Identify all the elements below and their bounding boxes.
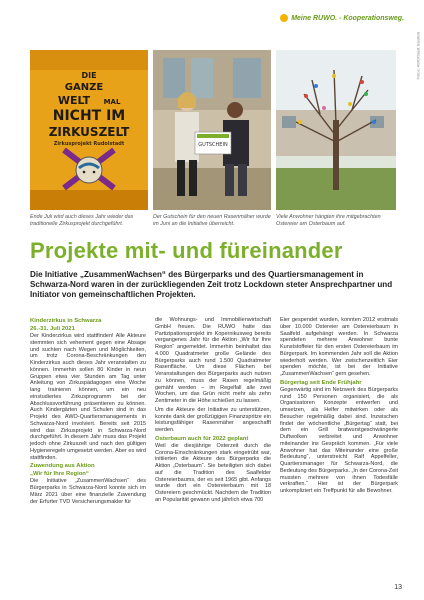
poster-line-5: NICHT IM [52,108,126,124]
poster-line-2: GANZE [64,82,104,93]
caption-circus: Ende Juli wird auch dieses Jahr wieder das traditionelle Zirkusprojekt durchgeführt. [30,214,134,227]
circus-poster-graphic [30,50,148,210]
article-headline: Projekte mit- und füreinander [30,238,343,263]
poster-line-4: MAL [103,98,121,106]
circus-poster-photo [30,50,148,210]
column-3 [280,317,398,497]
paragraph-citizens-day: Gegenwärtig sind im Netzwerk des Bürgerparks rund 150 Personen organisiert, die als Organisatoren Konzepte entwerfen und umsetzen, als Helfer mitwirken oder als Besucher regelmäßig dabei sind. Inzwischen findet der wöchentliche „Bürgertag“ statt, bei dem ein Grill bratwurstgeschwängerte Duftwolken verbreitet und Anwohner miteinander ins Gespräch kommen. „Für viele Anwohner hat das Miteinander eine große Bedeutung“, unterstreicht Ralf Appelfeller, Quartiersmanager für Schwarza-Nord, die Bedeutung des Bürgerparks. „In der Corona-Zeit mussten mehrere von ihnen Todesfälle verkraften.“ Hier ist der Bürgerpark unkompliziert ein Treffpunkt für alle Bewohner. [280,386,399,494]
page-header [0,0,424,30]
voucher-photo-graphic [153,50,271,210]
article-intro: Die Initiative „ZusammenWachsen“ des Bürgerparks und des Quartiersmanagement in Schwarza-Nord waren in der zurückliegenden Zeit trotz Lockdown steter Ansprechpartner und Initiator von gemeinschaftlichen Projekten. [30,270,393,299]
paragraph-circus: Der Kinderzirkus wird stattfinden! Alle Akteure stemmten sich vehement gegen eine Absage und suchten nach Wegen und Möglichkeiten, um trotz Corona-Beschränkungen den Kinderzirkus auch dieses Jahr veranstalten zu können. Immerhin sollen 80 Kinder in neun Gruppen etwa vier Stunden am Tag unter Anleitung von Zirkuspädagogen eine Woche lang trainieren können, um ein neu einstudiertes Zirkusprogramm bei der Abschlussvorführung präsentieren zu können. Auch Kindergärten und Schulen sind in das Projekt des AWO-Quartiersmanagements in Schwarza-Nord involviert. Bereits seit 2015 wird das Zirkusprojekt in Schwarza-Nord durchgeführt. In diesem Jahr muss das Projekt jedoch ohne Zirkuszelt und nach den gültigen Hygieneregeln umgesetzt werden. Aber es wird stattfinden. [30,333,146,461]
column-1 [30,317,146,507]
article-body [30,317,400,587]
paragraph-easter-tree-cont: Eier gespendet wurden, konnten 2012 erstmals über 10.000 Ostereier am Ostereierbaum in Saalfeld aufgehängt werden. In Schwarza spendeten mehrere Anwohner bunte Kunststoffeier für den ersten Ostereierbaum im Bürgerpark. Im kommenden Jahr soll die Aktion wiederholt werden. Wer zwischenzeitlich Eier spenden möchte, ist bei der Initiative „ZusammenWachsen“ gern gesehen. [280,317,398,377]
page-number: 13 [394,584,402,591]
column-2 [155,317,271,506]
section-badge [280,14,404,22]
voucher-handover-photo [153,50,271,210]
subheading-easter-tree: Osterbaum auch für 2022 geplant [155,435,249,442]
subheading-circus-date: 26.-31. Juli 2021 [30,326,75,332]
caption-voucher: Der Gutschein für den neuen Rasenmäher wurde im Juni an die Initiative überreicht. [153,214,271,227]
subheading-circus: Kinderzirkus in Schwarza [30,318,102,324]
voucher-text: GUTSCHEIN [198,142,228,148]
subheading-funding: Zuwendung aus Aktion [30,463,95,470]
caption-easter-tree: Viele Anwohner hängten ihre mitgebrachten Ostereier am Osterbaum auf. [276,214,381,227]
paragraph-mower: die Wohnungs- und Immobilienwirtschaft GmbH freuen. Die RUWO hatte das Partizipationsprojekt im Kopernikusweg bereits vergangenes Jahr für die Aktion „Wir für Ihre Region“ angemeldet. Immerhin beinhaltet das 4.000 Quadratmeter große Gelände des Bürgerparks auch rund 1.500 Quadratmeter Rasenfläche. Um diese Flächen bei Veranstaltungen des Bürgerparks auch nutzen zu können, muss der Rasen regelmäßig gemäht werden – im Regelfall alle zwei Wochen, um das Grün nicht mehr als zehn Zentimeter in die Höhe schießen zu lassen. [155,317,271,404]
brand-dot-icon [280,14,288,22]
poster-line-1: DIE [81,71,97,80]
subheading-citizens-day: Bürgertag seit Ende Frühjahr [280,379,362,386]
poster-subtitle: Zirkusprojekt Rudolstadt [53,141,125,147]
paragraph-easter-tree: Weil die diesjährige Osterzeit durch die Corona-Einschränkungen stark eingetrübt war, initiierten die Akteure des Bürgerparks die Aktion „Osterbaum“. Sie beteiligten sich dabei auf die Tradition des Saalfelder Ostereierbaums, der es seit 1965 gibt. Anfangs wurde dort ein Ostereierbaum mit 18 Ostereiern geschmückt. Nachdem die Tradition an Popularität gewann und jährlich etwa 700 [155,442,271,503]
photo-credit: Fotos: AWO/Stadt Saalfeld [415,32,420,80]
paragraph-mower-2: Um die Akteure der Initiative zu unterstützen, konnte dank der großzügigen Finanzspritze ein leistungsfähiger Rasenmäher angeschafft werden. [155,406,271,433]
section-badge-label: Meine RUWO. - Kooperationsweg. [291,14,404,22]
paragraph-funding: Die Initiative „ZusammenWachsen“ des Bürgerparks in Schwarza-Nord konnte sich im März 2021 über eine finanzielle Zuwendung der Erfurter TVD Versicherungsmakler für [30,478,146,505]
easter-tree-photo [276,50,396,210]
easter-tree-graphic [276,50,396,210]
poster-line-6: ZIRKUSZELT [48,125,130,139]
subheading-funding-2: „Wir für Ihre Region“ [30,471,89,478]
poster-line-3: WELT [57,94,91,107]
